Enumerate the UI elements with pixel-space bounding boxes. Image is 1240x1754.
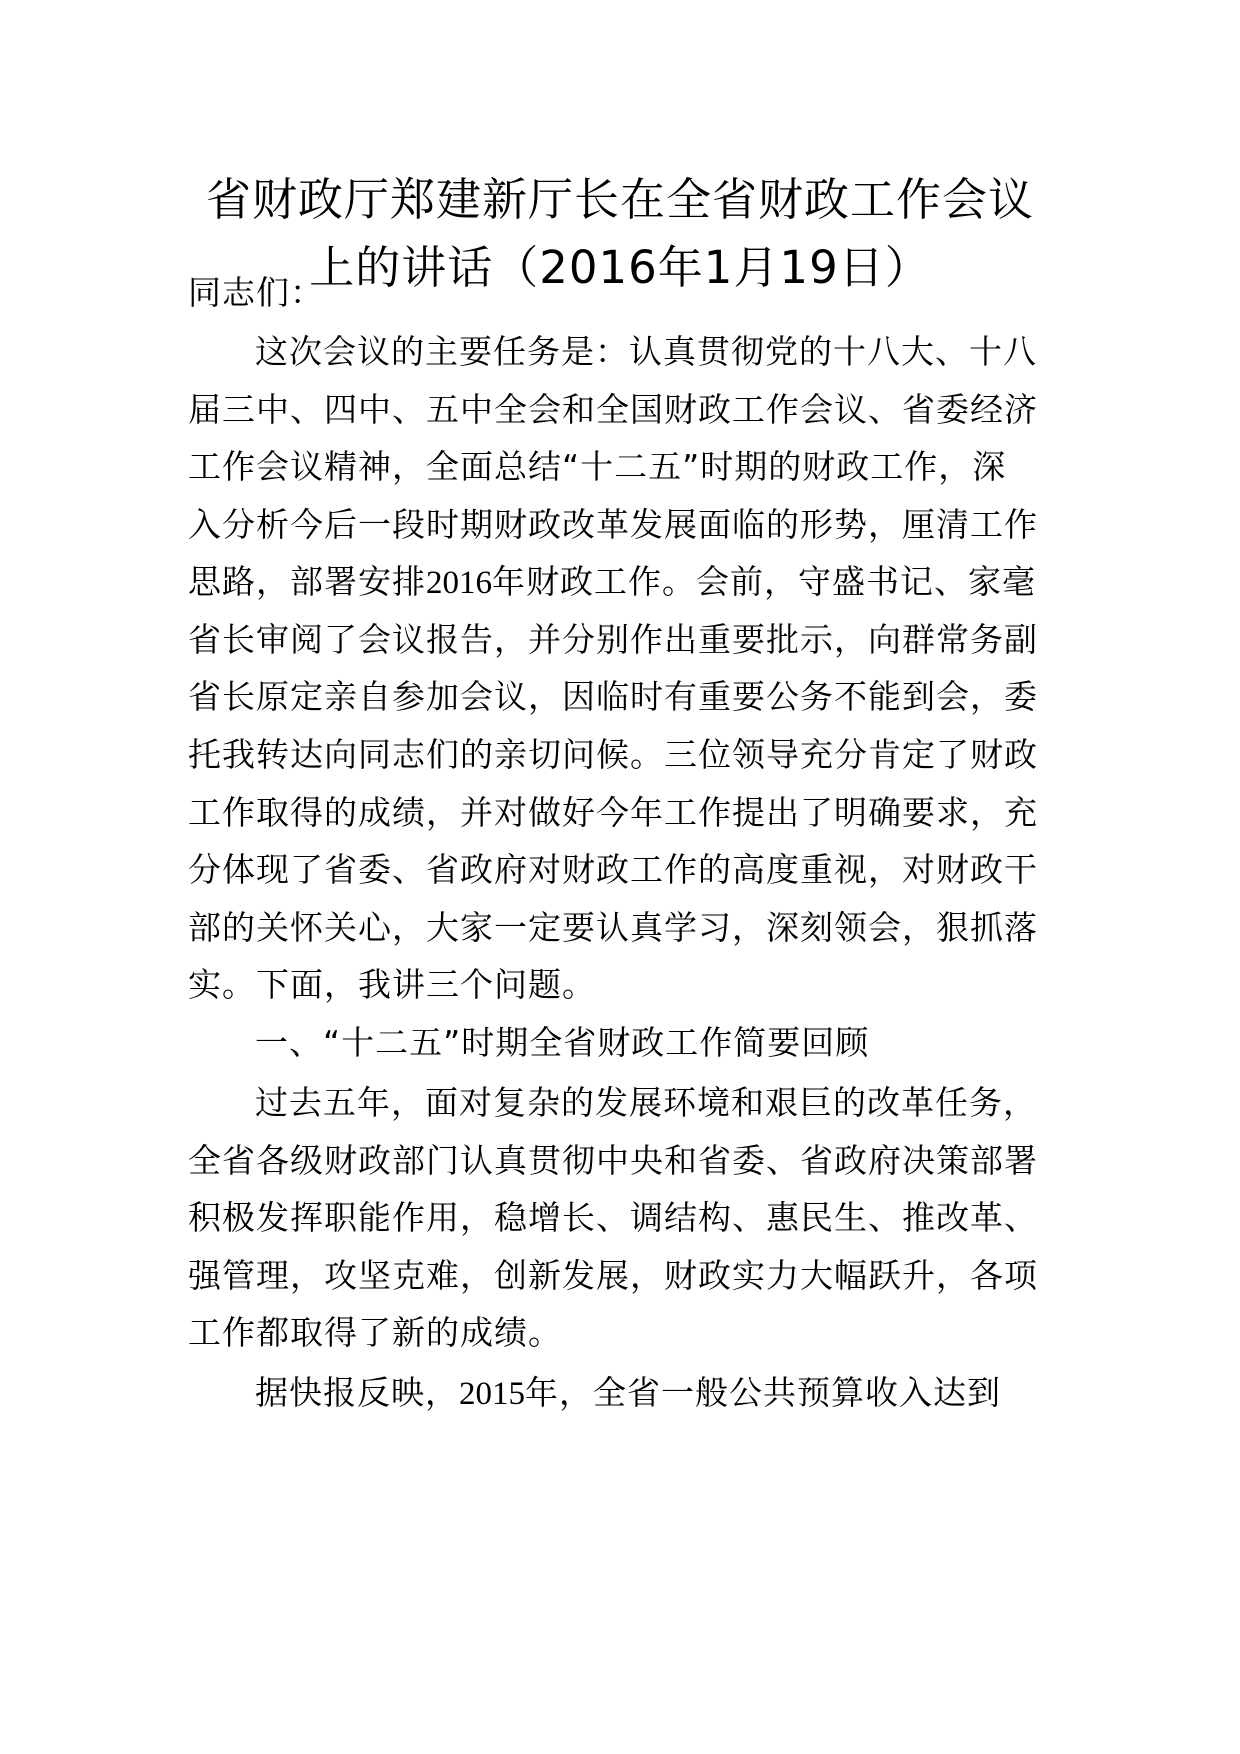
paragraph-2-line-1: 过去五年，面对复杂的发展环境和艰巨的改革任务， — [255, 1083, 1037, 1122]
paragraph-3-line-1-part-2: 年，全省一般公共预算收入达到 — [525, 1373, 1001, 1412]
year-2015: 2015 — [459, 1376, 525, 1412]
paragraph-1-line-9: 工作取得的成绩，并对做好今年工作提出了明确要求，充 — [188, 793, 1038, 832]
paragraph-2-line-4: 强管理，攻坚克难，创新发展，财政实力大幅跃升，各项 — [188, 1256, 1038, 1295]
paragraph-1-line-2: 届三中、四中、五中全会和全国财政工作会议、省委经济 — [188, 390, 1038, 429]
paragraph-1-line-4: 入分析今后一段时期财政改革发展面临的形势，厘清工作 — [188, 505, 1038, 544]
paragraph-1-line-5 — [188, 562, 1058, 603]
paragraph-1-line-5-part-2: 年财政工作。会前，守盛书记、家毫 — [492, 562, 1036, 601]
document-title-line-2: 上的讲话（2016年1月19日） — [309, 241, 931, 294]
paragraph-1-line-8: 托我转达向同志们的亲切问候。三位领导充分肯定了财政 — [188, 735, 1038, 774]
paragraph-1-line-5-part-1: 思路，部署安排 — [188, 562, 426, 601]
paragraph-3-line-1-part-1: 据快报反映， — [255, 1373, 459, 1412]
year-2016: 2016 — [426, 565, 492, 601]
paragraph-1-line-12: 实。下面，我讲三个问题。 — [188, 965, 596, 1004]
paragraph-1-line-6: 省长审阅了会议报告，并分别作出重要批示，向群常务副 — [188, 620, 1038, 659]
paragraph-1-line-3: 工作会议精神，全面总结“十二五”时期的财政工作，深 — [188, 447, 1007, 486]
section-heading-1: 一、“十二五”时期全省财政工作简要回顾 — [255, 1023, 870, 1062]
document-title-line-1: 省财政厅郑建新厅长在全省财政工作会议 — [205, 173, 1034, 226]
paragraph-2-line-2: 全省各级财政部门认真贯彻中央和省委、省政府决策部署 — [188, 1141, 1038, 1180]
paragraph-1-line-10: 分体现了省委、省政府对财政工作的高度重视，对财政干 — [188, 850, 1038, 889]
paragraph-2-line-3: 积极发挥职能作用，稳增长、调结构、惠民生、推改革、 — [188, 1198, 1038, 1237]
paragraph-3-line-1 — [255, 1373, 1058, 1414]
paragraph-2-line-5: 工作都取得了新的成绩。 — [188, 1313, 562, 1352]
paragraph-1-line-11: 部的关怀关心，大家一定要认真学习，深刻领会，狠抓落 — [188, 908, 1038, 947]
paragraph-1-line-1: 这次会议的主要任务是：认真贯彻党的十八大、十八 — [255, 332, 1037, 371]
paragraph-1-line-7: 省长原定亲自参加会议，因临时有重要公务不能到会，委 — [188, 677, 1038, 716]
salutation: 同志们： — [188, 273, 324, 312]
